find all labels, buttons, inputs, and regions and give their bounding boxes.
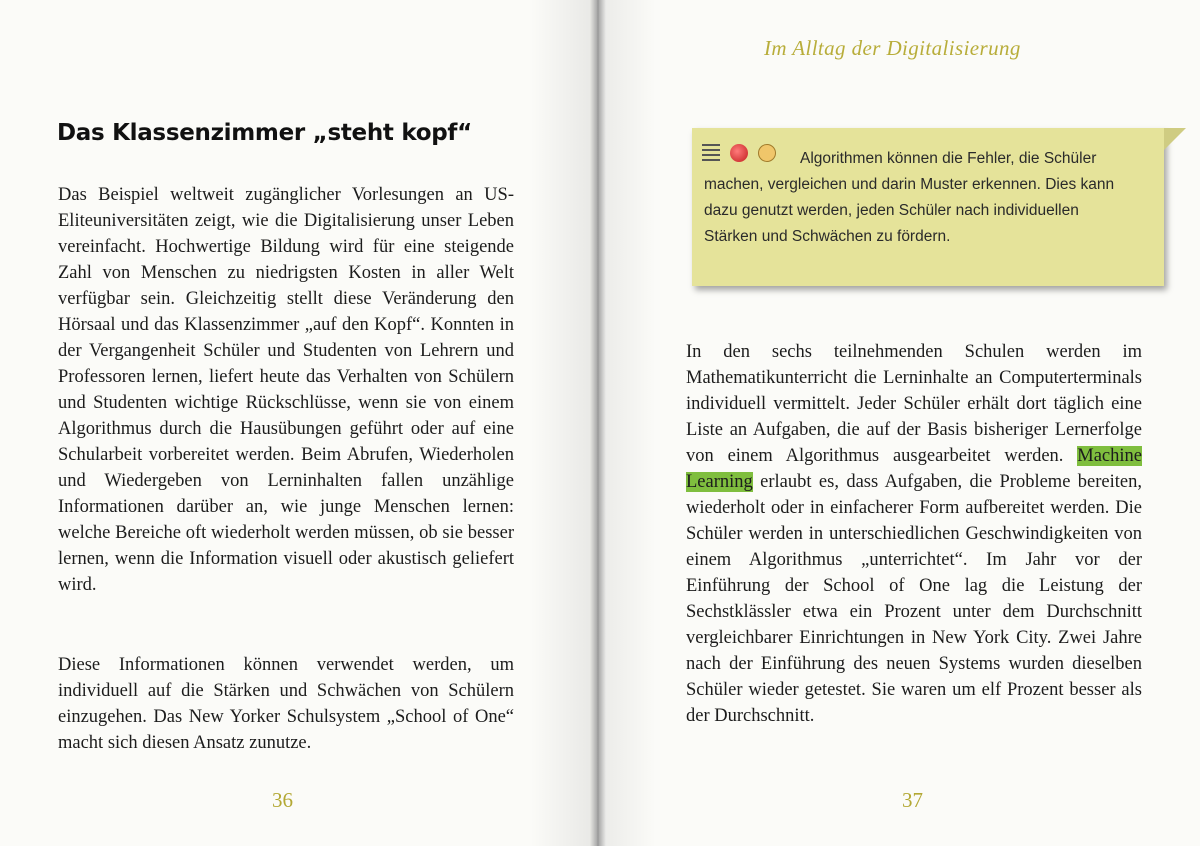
note-text: Algorithmen können die Fehler, die Schüler machen, vergleichen und darin Muster erkennen. Dies kann dazu genutzt werden, jeden Schüler nach individuellen Stärken und Schwächen zu fördern. [704, 150, 1115, 245]
left-paragraph-2: Diese Informationen können verwendet werden, um individuell auf die Stärken und Schwächen von Schülern einzugehen. Das New Yorker Schulsystem „School of One“ macht sich diesen Ansatz zunutze. [58, 655, 514, 753]
right-paragraph [686, 339, 1142, 729]
right-page [606, 0, 1200, 846]
chapter-heading: Das Klassenzimmer „steht kopf“ [57, 120, 472, 146]
left-page [0, 0, 590, 846]
right-paragraph-before: In den sechs teilnehmenden Schulen werden im Mathematikunterricht die Lerninhalte an Computerterminals individuell vermittelt. Jeder Schüler erhält dort täglich eine Liste an Aufgaben, die auf der Basis bisheriger Lernerfolge von einem Algorithmus ausgearbeitet werden. [686, 342, 1142, 466]
right-paragraph-after: erlaubt es, dass Aufgaben, die Probleme bereiten, wiederholt oder in einfacherer Form aufbereitet werden. Die Schüler werden in unterschiedlichen Geschwindigkeiten von einem Algorithmus „unterrichtet“. Im Jahr vor der Einführung der School of One lag die Leistung der Sechstklässler etwa ein Prozent unter dem Durchschnitt vergleichbarer Einrichtungen in New York City. Zwei Jahre nach der Einführung des neuen Systems wurden dieselben Schüler wieder getestet. Sie waren um elf Prozent besser als der Durchschnitt. [686, 472, 1142, 726]
left-paragraph-1: Das Beispiel weltweit zugänglicher Vorlesungen an US-Eliteuniversitäten zeigt, wie die Digitalisierung unser Leben vereinfacht. Hochwertige Bildung wird für eine steigende Zahl von Menschen zu niedrigsten Kosten in aller Welt verfügbar sein. Gleichzeitig stellt diese Veränderung den Hörsaal und das Klassenzimmer „auf den Kopf“. Konnten in der Vergangenheit Schüler und Studenten von Lehrern und Professoren lernen, liefert heute das Verhalten von Schülern und Studenten wichtige Rückschlüsse, wenn sie von einem Algorithmus durch die Hausübungen geführt oder auf eine Schularbeit vorbereitet werden. Beim Abrufen, Wiederholen und Wiedergeben von Lerninhalten fallen unzählige Informationen darüber an, wie junge Menschen lernen: welche Bereiche oft wiederholt werden müssen, ob sie besser lernen, wenn die Information visuell oder akustisch geliefert wird. [58, 185, 514, 595]
page-shadow [606, 0, 656, 846]
right-page-number: 37 [902, 788, 923, 812]
left-page-number: 36 [272, 788, 293, 812]
note-fold [1164, 128, 1186, 150]
page-shadow [530, 0, 590, 846]
book-spine [590, 0, 606, 846]
note-box[interactable] [692, 128, 1164, 286]
highlighted-text[interactable]: Machine Learning [686, 446, 1142, 492]
running-head: Im Alltag der Digitalisierung [764, 36, 1021, 60]
